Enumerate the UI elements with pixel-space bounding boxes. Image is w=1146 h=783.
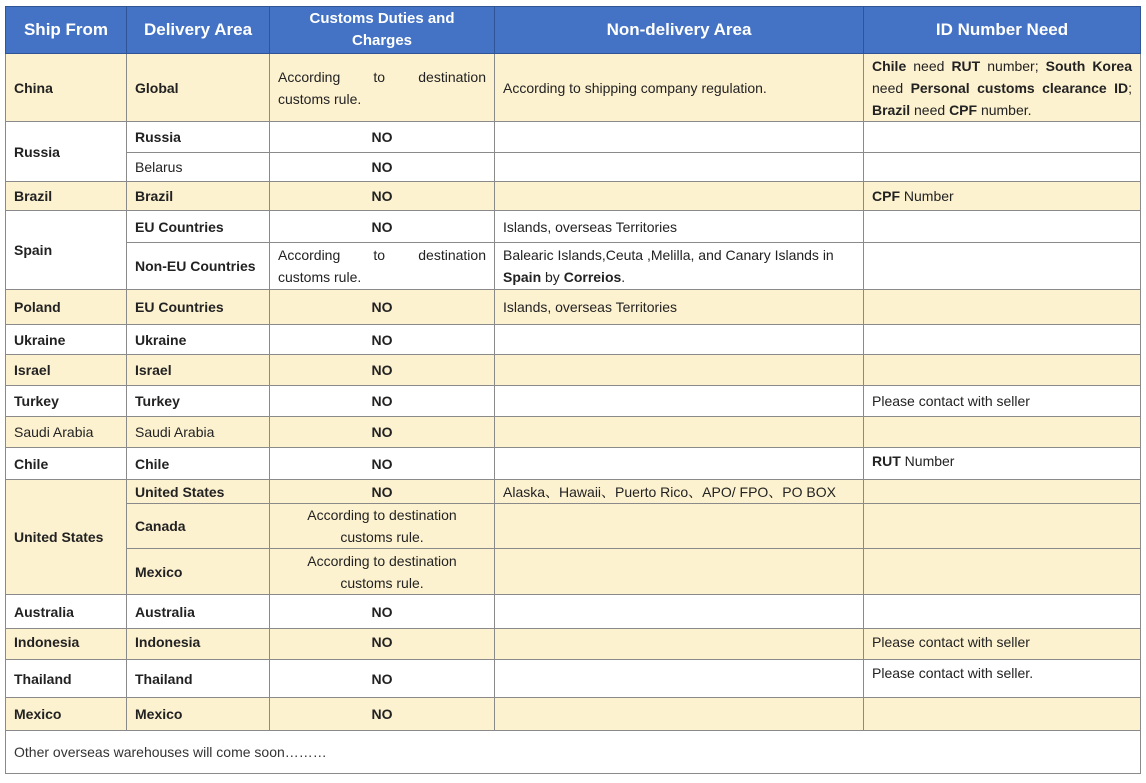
id-number-cell xyxy=(864,122,1141,153)
customs-word: to xyxy=(373,68,386,85)
non-delivery-cell xyxy=(495,549,864,595)
shipping-table-container xyxy=(5,6,1141,774)
id-number-cell: Please contact with seller xyxy=(864,629,1141,660)
delivery-area-cell: EU Countries xyxy=(127,290,270,325)
customs-word: to xyxy=(373,247,386,263)
header-customs: Customs Duties and Charges xyxy=(270,7,495,54)
non-delivery-cell xyxy=(495,355,864,386)
id-number-cell xyxy=(864,290,1141,325)
non-delivery-cell xyxy=(495,595,864,629)
id-number-cell xyxy=(864,504,1141,549)
customs-cell: NO xyxy=(270,698,495,731)
delivery-area-cell: Indonesia xyxy=(127,629,270,660)
table-row-spain-eu xyxy=(6,211,1141,243)
ship-from-cell: China xyxy=(6,54,127,122)
ship-from-cell: Russia xyxy=(6,122,127,182)
id-number-cell xyxy=(864,480,1141,504)
table-row-chile xyxy=(6,448,1141,480)
customs-cell: NO xyxy=(270,325,495,355)
non-delivery-cell: Alaska、Hawaii、Puerto Rico、APO/ FPO、PO BOX xyxy=(495,480,864,504)
id-number-cell xyxy=(864,549,1141,595)
table-row-thailand xyxy=(6,660,1141,698)
id-number-cell xyxy=(864,243,1141,290)
ship-from-cell: Spain xyxy=(6,211,127,290)
customs-word: According xyxy=(278,247,341,263)
id-number-cell: RUT Number xyxy=(864,448,1141,480)
delivery-area-cell: EU Countries xyxy=(127,211,270,243)
customs-cell: NO xyxy=(270,290,495,325)
delivery-area-cell: Turkey xyxy=(127,386,270,417)
delivery-area-cell: United States xyxy=(127,480,270,504)
table-row-poland xyxy=(6,290,1141,325)
delivery-area-cell: Thailand xyxy=(127,660,270,698)
ship-from-cell: Saudi Arabia xyxy=(6,417,127,448)
table-row-brazil xyxy=(6,182,1141,211)
ship-from-cell: Australia xyxy=(6,595,127,629)
id-number-cell: Chile need RUT number; South Korea need Personal customs clearance ID; Brazil need CPF number. xyxy=(864,54,1141,122)
customs-line2: customs rule. xyxy=(278,90,362,107)
delivery-area-cell: Global xyxy=(127,54,270,122)
header-row xyxy=(6,7,1141,54)
non-delivery-cell xyxy=(495,698,864,731)
customs-cell: NO xyxy=(270,182,495,211)
delivery-area-cell: Israel xyxy=(127,355,270,386)
customs-cell: NO xyxy=(270,153,495,182)
ship-from-cell: Indonesia xyxy=(6,629,127,660)
table-row-ukraine xyxy=(6,325,1141,355)
id-number-cell: CPF Number xyxy=(864,182,1141,211)
id-number-cell xyxy=(864,417,1141,448)
ship-from-cell: Chile xyxy=(6,448,127,480)
customs-cell: NO xyxy=(270,629,495,660)
customs-line2: customs rule. xyxy=(278,269,362,285)
id-number-cell xyxy=(864,211,1141,243)
delivery-area-cell: Chile xyxy=(127,448,270,480)
delivery-area-cell: Russia xyxy=(127,122,270,153)
table-row-indonesia xyxy=(6,629,1141,660)
table-row-us-mexico xyxy=(6,549,1141,595)
shipping-table xyxy=(5,6,1141,774)
customs-cell xyxy=(270,54,495,122)
non-delivery-cell xyxy=(495,660,864,698)
customs-cell: According to destination customs rule. xyxy=(270,549,495,595)
id-number-cell: Please contact with seller. xyxy=(864,660,1141,698)
customs-word: destination xyxy=(418,68,486,85)
header-ship-from: Ship From xyxy=(6,7,127,54)
customs-cell xyxy=(270,243,495,290)
non-delivery-cell xyxy=(495,448,864,480)
ship-from-cell: Mexico xyxy=(6,698,127,731)
id-number-cell xyxy=(864,595,1141,629)
header-id-number: ID Number Need xyxy=(864,7,1141,54)
header-delivery-area: Delivery Area xyxy=(127,7,270,54)
customs-cell: NO xyxy=(270,355,495,386)
delivery-area-cell: Belarus xyxy=(127,153,270,182)
header-non-delivery: Non-delivery Area xyxy=(495,7,864,54)
table-row-israel xyxy=(6,355,1141,386)
ship-from-cell: Thailand xyxy=(6,660,127,698)
non-delivery-cell: According to shipping company regulation. xyxy=(495,54,864,122)
id-number-cell xyxy=(864,698,1141,731)
customs-cell: NO xyxy=(270,386,495,417)
delivery-area-cell: Canada xyxy=(127,504,270,549)
non-delivery-cell xyxy=(495,417,864,448)
customs-cell: NO xyxy=(270,660,495,698)
table-row-turkey xyxy=(6,386,1141,417)
non-delivery-cell: Islands, overseas Territories xyxy=(495,211,864,243)
delivery-area-cell: Brazil xyxy=(127,182,270,211)
delivery-area-cell: Saudi Arabia xyxy=(127,417,270,448)
delivery-area-cell: Mexico xyxy=(127,549,270,595)
id-number-cell xyxy=(864,153,1141,182)
delivery-area-cell: Ukraine xyxy=(127,325,270,355)
delivery-area-cell: Australia xyxy=(127,595,270,629)
table-row-china xyxy=(6,54,1141,122)
id-number-cell xyxy=(864,325,1141,355)
table-row-belarus xyxy=(6,153,1141,182)
non-delivery-cell: Islands, overseas Territories xyxy=(495,290,864,325)
customs-cell: According to destination customs rule. xyxy=(270,504,495,549)
table-row-us-united-states xyxy=(6,480,1141,504)
customs-word: According xyxy=(278,68,341,85)
customs-word: destination xyxy=(418,247,486,263)
table-row-russia xyxy=(6,122,1141,153)
footer-note: Other overseas warehouses will come soon……… xyxy=(6,731,1141,774)
customs-cell: NO xyxy=(270,417,495,448)
ship-from-cell: Poland xyxy=(6,290,127,325)
non-delivery-cell xyxy=(495,325,864,355)
table-row-saudi-arabia xyxy=(6,417,1141,448)
id-number-cell xyxy=(864,355,1141,386)
ship-from-cell: Turkey xyxy=(6,386,127,417)
customs-cell: NO xyxy=(270,122,495,153)
customs-cell: NO xyxy=(270,448,495,480)
customs-cell: NO xyxy=(270,480,495,504)
non-delivery-cell: Balearic Islands,Ceuta ,Melilla, and Canary Islands in Spain by Correios. xyxy=(495,243,864,290)
non-delivery-cell xyxy=(495,153,864,182)
ship-from-cell: Israel xyxy=(6,355,127,386)
non-delivery-cell xyxy=(495,122,864,153)
ship-from-cell: Brazil xyxy=(6,182,127,211)
delivery-area-cell: Mexico xyxy=(127,698,270,731)
table-row-australia xyxy=(6,595,1141,629)
non-delivery-cell xyxy=(495,182,864,211)
non-delivery-cell xyxy=(495,629,864,660)
non-delivery-cell xyxy=(495,386,864,417)
id-number-cell: Please contact with seller xyxy=(864,386,1141,417)
table-row-mexico xyxy=(6,698,1141,731)
non-delivery-cell xyxy=(495,504,864,549)
delivery-area-cell: Non-EU Countries xyxy=(127,243,270,290)
table-row-us-canada xyxy=(6,504,1141,549)
ship-from-cell: Ukraine xyxy=(6,325,127,355)
customs-cell: NO xyxy=(270,595,495,629)
customs-cell: NO xyxy=(270,211,495,243)
ship-from-cell: United States xyxy=(6,480,127,595)
footer-row xyxy=(6,731,1141,774)
table-row-spain-non-eu xyxy=(6,243,1141,290)
